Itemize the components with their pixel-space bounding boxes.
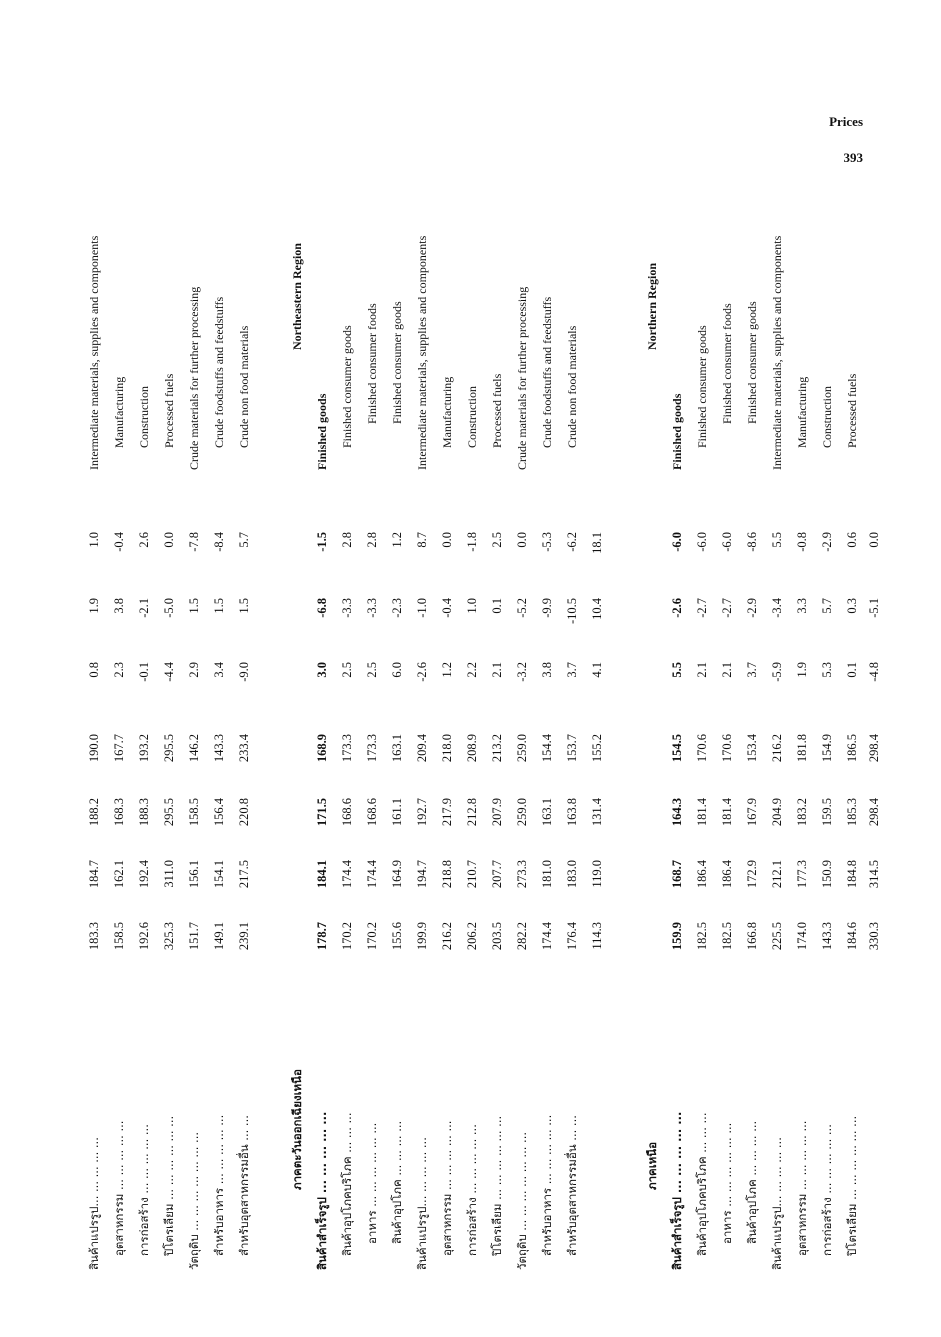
table-row [385, 70, 409, 1270]
value-cell: -2.9 [745, 598, 759, 618]
value-cell: 233.4 [237, 734, 251, 763]
table-row [585, 70, 609, 1270]
value-cell: -0.8 [795, 532, 809, 552]
value-cell: 204.9 [770, 798, 784, 827]
value-cell: 1.5 [237, 598, 251, 614]
thai-row-label: อาหาร ... ... ... ... ... ... [720, 1122, 734, 1244]
value-cell: -10.5 [565, 598, 579, 625]
value-cell: -2.6 [670, 598, 684, 618]
english-row-label: Finished consumer goods [695, 325, 709, 448]
table-row [435, 70, 459, 1270]
table-row [765, 70, 789, 1270]
english-row-label: Crude materials for further processing [187, 286, 201, 470]
value-cell: -1.5 [315, 532, 329, 552]
value-cell: -5.2 [515, 598, 529, 618]
value-cell: 216.2 [440, 922, 454, 951]
value-cell: 1.9 [87, 598, 101, 614]
value-cell: 2.9 [187, 662, 201, 678]
table-row [690, 70, 714, 1270]
value-cell: 172.9 [745, 860, 759, 889]
value-cell: -5.1 [867, 598, 881, 618]
value-cell: 2.5 [490, 532, 504, 548]
value-cell: 1.5 [212, 598, 226, 614]
value-cell: 2.5 [365, 662, 379, 678]
value-cell: 0.0 [440, 532, 454, 548]
value-cell: 186.4 [720, 860, 734, 889]
value-cell: 194.7 [415, 860, 429, 889]
table-row [310, 70, 334, 1270]
value-cell: 181.8 [795, 734, 809, 763]
value-cell: 216.2 [770, 734, 784, 763]
thai-row-label: สินค้าแปรรูป... ... ... ... ... [87, 1137, 101, 1270]
value-cell: -1.8 [465, 532, 479, 552]
value-cell: 146.2 [187, 734, 201, 763]
english-row-label: Construction [465, 386, 479, 448]
value-cell: 0.0 [162, 532, 176, 548]
value-cell: 183.2 [795, 798, 809, 827]
value-cell: 184.7 [87, 860, 101, 889]
value-cell: -2.3 [390, 598, 404, 618]
region-heading-row [640, 70, 664, 1270]
value-cell: 2.1 [720, 662, 734, 678]
value-cell: -3.2 [515, 662, 529, 682]
value-cell: 5.3 [820, 662, 834, 678]
table-row [715, 70, 739, 1270]
value-cell: 217.5 [237, 860, 251, 889]
english-row-label: Intermediate materials, supplies and components [415, 235, 429, 470]
value-cell: 0.1 [490, 598, 504, 614]
thai-region-heading: ภาคเหนือ [645, 1141, 659, 1190]
value-cell: 6.0 [390, 662, 404, 678]
value-cell: -4.4 [162, 662, 176, 682]
value-cell: 154.1 [212, 860, 226, 889]
english-row-label: Crude foodstuffs and feedstuffs [540, 296, 554, 448]
value-cell: -8.4 [212, 532, 226, 552]
value-cell: 5.7 [820, 598, 834, 614]
value-cell: 2.8 [340, 532, 354, 548]
table-row [132, 70, 156, 1270]
value-cell: -0.1 [137, 662, 151, 682]
table-row [82, 70, 106, 1270]
english-row-label: Intermediate materials, supplies and components [770, 235, 784, 470]
value-cell: 162.1 [112, 860, 126, 889]
value-cell: 143.3 [820, 922, 834, 951]
value-cell: 178.7 [315, 922, 329, 951]
english-row-label: Crude non food materials [565, 325, 579, 448]
value-cell: 143.3 [212, 734, 226, 763]
value-cell: -6.8 [315, 598, 329, 618]
value-cell: 177.3 [795, 860, 809, 889]
value-cell: 0.1 [845, 662, 859, 678]
value-cell: 168.6 [340, 798, 354, 827]
region-heading-row [285, 70, 309, 1270]
value-cell: 186.4 [695, 860, 709, 889]
thai-row-label: การก่อสร้าง ... ... ... ... ... [820, 1124, 834, 1256]
value-cell: 181.0 [540, 860, 554, 889]
thai-row-label: การก่อสร้าง ... ... ... ... ... [137, 1124, 151, 1256]
thai-row-label: สินค้าอุปโภค ... ... ... ... [745, 1120, 759, 1244]
value-cell: 225.5 [770, 922, 784, 951]
thai-region-heading: ภาคตะวันออกเฉียงเหนือ [290, 1069, 304, 1190]
thai-row-label: สินค้าแปรรูป... ... ... ... ... [770, 1137, 784, 1270]
thai-row-label: อุตสาหกรรม ... ... ... ... ... [112, 1120, 126, 1256]
value-cell: 183.0 [565, 860, 579, 889]
english-row-label: Manufacturing [795, 376, 809, 448]
value-cell: 163.1 [540, 798, 554, 827]
value-cell: 158.5 [112, 922, 126, 951]
value-cell: 174.4 [340, 860, 354, 889]
thai-row-label: สำหรับอุตสาหกรรมอื่น ... ... [565, 1115, 579, 1256]
table-row [485, 70, 509, 1270]
value-cell: 3.8 [540, 662, 554, 678]
value-cell: 311.0 [162, 860, 176, 888]
value-cell: 2.1 [490, 662, 504, 678]
value-cell: 184.8 [845, 860, 859, 889]
value-cell: -2.1 [137, 598, 151, 618]
value-cell: 298.4 [867, 734, 881, 763]
table-row [335, 70, 359, 1270]
value-cell: 174.0 [795, 922, 809, 951]
value-cell: 0.6 [845, 532, 859, 548]
value-cell: 170.6 [695, 734, 709, 763]
value-cell: 1.0 [465, 598, 479, 614]
value-cell: 182.5 [720, 922, 734, 951]
table-row [862, 70, 886, 1270]
value-cell: 2.8 [365, 532, 379, 548]
value-cell: 2.6 [137, 532, 151, 548]
value-cell: 193.2 [137, 734, 151, 763]
page-number: 393 [843, 150, 863, 165]
rotated-price-table [80, 70, 881, 1270]
value-cell: 213.2 [490, 734, 504, 763]
table-row [157, 70, 181, 1270]
english-row-label: Crude foodstuffs and feedstuffs [212, 296, 226, 448]
english-row-label: Finished consumer foods [720, 303, 734, 424]
value-cell: 8.7 [415, 532, 429, 548]
english-row-label: Manufacturing [112, 376, 126, 448]
value-cell: 181.4 [695, 798, 709, 827]
english-row-label: Crude materials for further processing [515, 286, 529, 470]
value-cell: 155.2 [590, 734, 604, 763]
value-cell: 170.2 [365, 922, 379, 951]
table-row [740, 70, 764, 1270]
value-cell: 206.2 [465, 922, 479, 951]
value-cell: 295.5 [162, 798, 176, 827]
value-cell: 1.9 [795, 662, 809, 678]
value-cell: 186.5 [845, 734, 859, 763]
value-cell: -6.0 [670, 532, 684, 552]
value-cell: 154.4 [540, 734, 554, 763]
value-cell: -6.0 [720, 532, 734, 552]
thai-row-label: สำหรับอุตสาหกรรมอื่น ... ... [237, 1115, 251, 1256]
value-cell: 208.9 [465, 734, 479, 763]
value-cell: 168.6 [365, 798, 379, 827]
table-row [510, 70, 534, 1270]
value-cell: 153.4 [745, 734, 759, 763]
value-cell: 192.4 [137, 860, 151, 889]
value-cell: 207.7 [490, 860, 504, 889]
value-cell: -3.3 [340, 598, 354, 618]
value-cell: -3.4 [770, 598, 784, 618]
value-cell: 188.3 [137, 798, 151, 827]
thai-row-label: อุตสาหกรรม ... ... ... ... ... [795, 1120, 809, 1256]
value-cell: 0.3 [845, 598, 859, 614]
value-cell: -6.0 [695, 532, 709, 552]
value-cell: 2.1 [695, 662, 709, 678]
thai-row-label: สินค้าสำเร็จรูป ... ... ... ... ... [315, 1111, 329, 1270]
value-cell: 207.9 [490, 798, 504, 827]
value-cell: 5.5 [770, 532, 784, 548]
value-cell: 314.5 [867, 860, 881, 889]
value-cell: 171.5 [315, 798, 329, 827]
value-cell: 188.2 [87, 798, 101, 827]
value-cell: 183.3 [87, 922, 101, 951]
value-cell: 174.4 [365, 860, 379, 889]
english-row-label: Manufacturing [440, 376, 454, 448]
value-cell: 5.5 [670, 662, 684, 678]
value-cell: -5.0 [162, 598, 176, 618]
value-cell: 182.5 [695, 922, 709, 951]
value-cell: 259.0 [515, 798, 529, 827]
value-cell: -1.0 [415, 598, 429, 618]
value-cell: 218.0 [440, 734, 454, 763]
value-cell: -5.3 [540, 532, 554, 552]
english-row-label: Finished consumer goods [340, 325, 354, 448]
value-cell: 173.3 [340, 734, 354, 763]
value-cell: 119.0 [590, 860, 604, 888]
value-cell: 2.2 [465, 662, 479, 678]
value-cell: 163.8 [565, 798, 579, 827]
value-cell: 167.7 [112, 734, 126, 763]
table-row [182, 70, 206, 1270]
table-row [815, 70, 839, 1270]
value-cell: 212.8 [465, 798, 479, 827]
value-cell: 184.1 [315, 860, 329, 889]
value-cell: 159.5 [820, 798, 834, 827]
value-cell: -6.2 [565, 532, 579, 552]
value-cell: 156.1 [187, 860, 201, 889]
value-cell: 150.9 [820, 860, 834, 889]
thai-row-label: วัตถุดิบ ... ... ... ... ... ... ... [515, 1131, 529, 1270]
value-cell: 185.3 [845, 798, 859, 827]
value-cell: 5.7 [237, 532, 251, 548]
value-cell: 298.4 [867, 798, 881, 827]
english-row-label: Construction [820, 386, 834, 448]
thai-row-label: อุตสาหกรรม ... ... ... ... ... [440, 1120, 454, 1256]
thai-row-label: อาหาร ... ... ... ... ... ... [365, 1122, 379, 1244]
thai-row-label: ปิโตรเลียม ... ... ... ... ... ... [490, 1115, 504, 1256]
thai-row-label: สินค้าสำเร็จรูป ... ... ... ... ... [670, 1111, 684, 1270]
table-row [790, 70, 814, 1270]
english-row-label: Processed fuels [845, 373, 859, 448]
value-cell: 259.0 [515, 734, 529, 763]
value-cell: 10.4 [590, 598, 604, 620]
english-row-label: Processed fuels [490, 373, 504, 448]
english-region-heading: Northeastern Region [290, 243, 304, 350]
value-cell: 4.1 [590, 662, 604, 678]
value-cell: 203.5 [490, 922, 504, 951]
value-cell: 170.6 [720, 734, 734, 763]
value-cell: -2.9 [820, 532, 834, 552]
table-row [107, 70, 131, 1270]
value-cell: 239.1 [237, 922, 251, 951]
thai-row-label: สำหรับอาหาร ... ... ... ... ... [212, 1114, 226, 1256]
value-cell: 149.1 [212, 922, 226, 951]
value-cell: 174.4 [540, 922, 554, 951]
value-cell: 273.3 [515, 860, 529, 889]
english-row-label: Finished consumer foods [365, 303, 379, 424]
table-row [410, 70, 434, 1270]
value-cell: 3.0 [315, 662, 329, 678]
value-cell: 217.9 [440, 798, 454, 827]
value-cell: 192.7 [415, 798, 429, 827]
value-cell: 163.1 [390, 734, 404, 763]
value-cell: 212.1 [770, 860, 784, 889]
thai-row-label: วัตถุดิบ ... ... ... ... ... ... ... [187, 1131, 201, 1270]
value-cell: 168.3 [112, 798, 126, 827]
value-cell: 151.7 [187, 922, 201, 951]
value-cell: 3.4 [212, 662, 226, 678]
value-cell: 166.8 [745, 922, 759, 951]
value-cell: -4.8 [867, 662, 881, 682]
value-cell: 0.0 [867, 532, 881, 548]
value-cell: 3.7 [565, 662, 579, 678]
value-cell: -5.9 [770, 662, 784, 682]
thai-row-label: สินค้าแปรรูป... ... ... ... ... [415, 1137, 429, 1270]
table-row [560, 70, 584, 1270]
value-cell: 18.1 [590, 532, 604, 554]
value-cell: 164.3 [670, 798, 684, 827]
english-row-label: Finished consumer goods [390, 301, 404, 424]
value-cell: -7.8 [187, 532, 201, 552]
value-cell: 155.6 [390, 922, 404, 951]
table-row [535, 70, 559, 1270]
value-cell: 2.5 [340, 662, 354, 678]
english-row-label: Processed fuels [162, 373, 176, 448]
thai-row-label: ปิโตรเลียม ... ... ... ... ... ... [845, 1115, 859, 1256]
value-cell: -0.4 [440, 598, 454, 618]
value-cell: 2.3 [112, 662, 126, 678]
value-cell: 209.4 [415, 734, 429, 763]
english-row-label: Crude non food materials [237, 325, 251, 448]
value-cell: 158.5 [187, 798, 201, 827]
value-cell: -9.0 [237, 662, 251, 682]
value-cell: 153.7 [565, 734, 579, 763]
value-cell: 161.1 [390, 798, 404, 827]
section-title: Prices [829, 114, 863, 129]
value-cell: 0.0 [515, 532, 529, 548]
thai-row-label: สินค้าอุปโภคบริโภค ... ... ... [695, 1112, 709, 1256]
value-cell: 190.0 [87, 734, 101, 763]
value-cell: -3.3 [365, 598, 379, 618]
value-cell: 170.2 [340, 922, 354, 951]
value-cell: 1.0 [87, 532, 101, 548]
value-cell: 1.2 [390, 532, 404, 548]
value-cell: 168.7 [670, 860, 684, 889]
value-cell: 1.2 [440, 662, 454, 678]
value-cell: 167.9 [745, 798, 759, 827]
value-cell: 3.3 [795, 598, 809, 614]
english-row-label: Finished goods [315, 393, 329, 470]
value-cell: 168.9 [315, 734, 329, 763]
value-cell: 1.5 [187, 598, 201, 614]
english-row-label: Intermediate materials, supplies and components [87, 235, 101, 470]
value-cell: -2.7 [695, 598, 709, 618]
value-cell: 325.3 [162, 922, 176, 951]
thai-row-label: การก่อสร้าง ... ... ... ... ... [465, 1124, 479, 1256]
value-cell: 131.4 [590, 798, 604, 827]
thai-row-label: สินค้าอุปโภค ... ... ... ... [390, 1120, 404, 1244]
english-row-label: Finished consumer goods [745, 301, 759, 424]
value-cell: 181.4 [720, 798, 734, 827]
value-cell: 154.9 [820, 734, 834, 763]
thai-row-label: สินค้าอุปโภคบริโภค ... ... ... [340, 1112, 354, 1256]
value-cell: 173.3 [365, 734, 379, 763]
value-cell: -8.6 [745, 532, 759, 552]
english-region-heading: Northern Region [645, 263, 659, 350]
value-cell: 159.9 [670, 922, 684, 951]
value-cell: -2.7 [720, 598, 734, 618]
table-row [840, 70, 864, 1270]
value-cell: 220.8 [237, 798, 251, 827]
table-row [207, 70, 231, 1270]
value-cell: 176.4 [565, 922, 579, 951]
value-cell: 184.6 [845, 922, 859, 951]
value-cell: 156.4 [212, 798, 226, 827]
value-cell: 282.2 [515, 922, 529, 951]
value-cell: 218.8 [440, 860, 454, 889]
value-cell: 164.9 [390, 860, 404, 889]
value-cell: -0.4 [112, 532, 126, 552]
value-cell: 330.3 [867, 922, 881, 951]
table-row [460, 70, 484, 1270]
thai-row-label: สำหรับอาหาร ... ... ... ... ... [540, 1114, 554, 1256]
value-cell: -9.9 [540, 598, 554, 618]
value-cell: 114.3 [590, 922, 604, 950]
table-row [665, 70, 689, 1270]
value-cell: 3.8 [112, 598, 126, 614]
value-cell: 0.8 [87, 662, 101, 678]
table-row [232, 70, 256, 1270]
thai-row-label: ปิโตรเลียม ... ... ... ... ... ... [162, 1115, 176, 1256]
english-row-label: Finished goods [670, 393, 684, 470]
value-cell: 295.5 [162, 734, 176, 763]
table-row [360, 70, 384, 1270]
value-cell: -2.6 [415, 662, 429, 682]
value-cell: 199.9 [415, 922, 429, 951]
value-cell: 154.5 [670, 734, 684, 763]
value-cell: 210.7 [465, 860, 479, 889]
english-row-label: Construction [137, 386, 151, 448]
value-cell: 192.6 [137, 922, 151, 951]
value-cell: 3.7 [745, 662, 759, 678]
